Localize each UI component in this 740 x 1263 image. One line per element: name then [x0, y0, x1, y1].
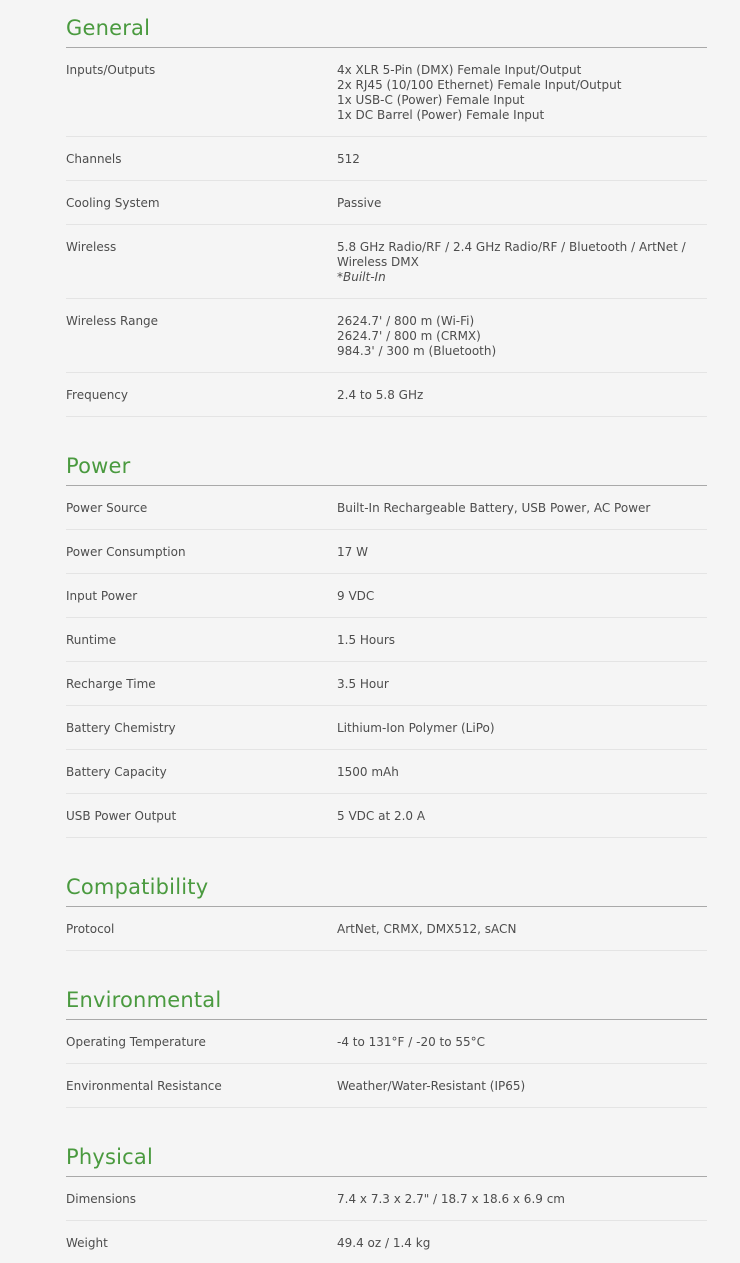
spec-value-line: 7.4 x 7.3 x 2.7" / 18.7 x 18.6 x 6.9 cm	[337, 1192, 565, 1206]
spec-row-channels	[66, 137, 707, 181]
spec-label: Battery Chemistry	[66, 721, 176, 735]
spec-label: USB Power Output	[66, 809, 177, 823]
spec-label: Dimensions	[66, 1192, 137, 1206]
spec-value	[337, 1079, 707, 1094]
spec-value-line: 49.4 oz / 1.4 kg	[337, 1236, 431, 1250]
spec-row-wireless	[66, 225, 707, 299]
spec-value	[337, 240, 707, 285]
spec-row-battery-chemistry	[66, 706, 707, 750]
spec-label: Cooling System	[66, 196, 160, 210]
spec-value-line: 2x RJ45 (10/100 Ethernet) Female Input/Output	[337, 78, 622, 92]
spec-row-battery-capacity	[66, 750, 707, 794]
spec-label: Recharge Time	[66, 677, 156, 691]
spec-value-line: 9 VDC	[337, 589, 375, 603]
spec-value-line: Wireless DMX	[337, 255, 419, 269]
spec-value-line: 1.5 Hours	[337, 633, 396, 647]
spec-label: Wireless Range	[66, 314, 159, 328]
spec-value-line: 2624.7' / 800 m (CRMX)	[337, 329, 481, 343]
spec-value	[337, 388, 707, 403]
spec-value-line: ArtNet, CRMX, DMX512, sACN	[337, 922, 517, 936]
spec-value-line: 17 W	[337, 545, 368, 559]
spec-value-note: *Built-In	[337, 270, 386, 284]
spec-label: Channels	[66, 152, 122, 166]
section-environmental	[66, 972, 707, 1108]
spec-label: Weight	[66, 1236, 108, 1250]
spec-label: Battery Capacity	[66, 765, 167, 779]
spec-label: Wireless	[66, 240, 117, 254]
spec-value-line: 4x XLR 5-Pin (DMX) Female Input/Output	[337, 63, 582, 77]
spec-label: Power Source	[66, 501, 148, 515]
spec-value-line: 5.8 GHz Radio/RF / 2.4 GHz Radio/RF / Bluetooth / ArtNet /	[337, 240, 686, 254]
spec-value-line: 2.4 to 5.8 GHz	[337, 388, 424, 402]
spec-value	[337, 589, 707, 604]
spec-value-line: -4 to 131°F / -20 to 55°C	[337, 1035, 486, 1049]
spec-row-dimensions	[66, 1177, 707, 1221]
spec-value	[337, 922, 707, 937]
spec-row-environmental-resistance	[66, 1064, 707, 1108]
spec-label: Input Power	[66, 589, 138, 603]
spec-row-wireless-range	[66, 299, 707, 373]
spec-row-frequency	[66, 373, 707, 417]
section-title: Power	[66, 438, 707, 486]
spec-value-line: 512	[337, 152, 360, 166]
section-title: Compatibility	[66, 859, 707, 907]
spec-value-line: 1x DC Barrel (Power) Female Input	[337, 108, 545, 122]
spec-row-cooling-system	[66, 181, 707, 225]
spec-value	[337, 196, 707, 211]
spec-value-line: Built-In Rechargeable Battery, USB Power, AC Power	[337, 501, 651, 515]
spec-value-line: 1x USB-C (Power) Female Input	[337, 93, 525, 107]
section-spacer	[66, 417, 707, 438]
section-power	[66, 438, 707, 838]
section-title: Physical	[66, 1129, 707, 1177]
spec-row-power-source	[66, 486, 707, 530]
spec-value-line: 3.5 Hour	[337, 677, 389, 691]
specifications-list	[66, 0, 707, 1263]
spec-label: Inputs/Outputs	[66, 63, 156, 77]
spec-value	[337, 501, 707, 516]
section-spacer	[66, 838, 707, 859]
spec-value	[337, 809, 707, 824]
spec-row-weight	[66, 1221, 707, 1263]
spec-value	[337, 721, 707, 736]
spec-row-recharge-time	[66, 662, 707, 706]
section-spacer	[66, 951, 707, 972]
spec-value-line: 984.3' / 300 m (Bluetooth)	[337, 344, 497, 358]
spec-value-line: 2624.7' / 800 m (Wi-Fi)	[337, 314, 475, 328]
spec-row-usb-power-output	[66, 794, 707, 838]
spec-value-line: 1500 mAh	[337, 765, 399, 779]
spec-value	[337, 314, 707, 359]
spec-value	[337, 765, 707, 780]
spec-label: Environmental Resistance	[66, 1079, 222, 1093]
section-title: Environmental	[66, 972, 707, 1020]
spec-row-power-consumption	[66, 530, 707, 574]
spec-value	[337, 545, 707, 560]
spec-value	[337, 1236, 707, 1251]
section-compatibility	[66, 859, 707, 951]
spec-label: Frequency	[66, 388, 128, 402]
spec-label: Power Consumption	[66, 545, 186, 559]
section-spacer	[66, 1108, 707, 1129]
spec-row-protocol	[66, 907, 707, 951]
spec-value	[337, 63, 707, 123]
spec-value-line: Passive	[337, 196, 382, 210]
spec-row-runtime	[66, 618, 707, 662]
spec-value	[337, 677, 707, 692]
spec-value-line: Lithium-Ion Polymer (LiPo)	[337, 721, 495, 735]
spec-label: Operating Temperature	[66, 1035, 206, 1049]
spec-value-line: Weather/Water-Resistant (IP65)	[337, 1079, 526, 1093]
spec-row-inputs-outputs	[66, 48, 707, 137]
spec-value-line: 5 VDC at 2.0 A	[337, 809, 426, 823]
spec-value	[337, 1192, 707, 1207]
spec-label: Protocol	[66, 922, 115, 936]
spec-value	[337, 152, 707, 167]
spec-value	[337, 633, 707, 648]
spec-row-input-power	[66, 574, 707, 618]
spec-label: Runtime	[66, 633, 117, 647]
spec-row-operating-temperature	[66, 1020, 707, 1064]
spec-value	[337, 1035, 707, 1050]
section-physical	[66, 1129, 707, 1263]
section-title: General	[66, 0, 707, 48]
section-general	[66, 0, 707, 417]
